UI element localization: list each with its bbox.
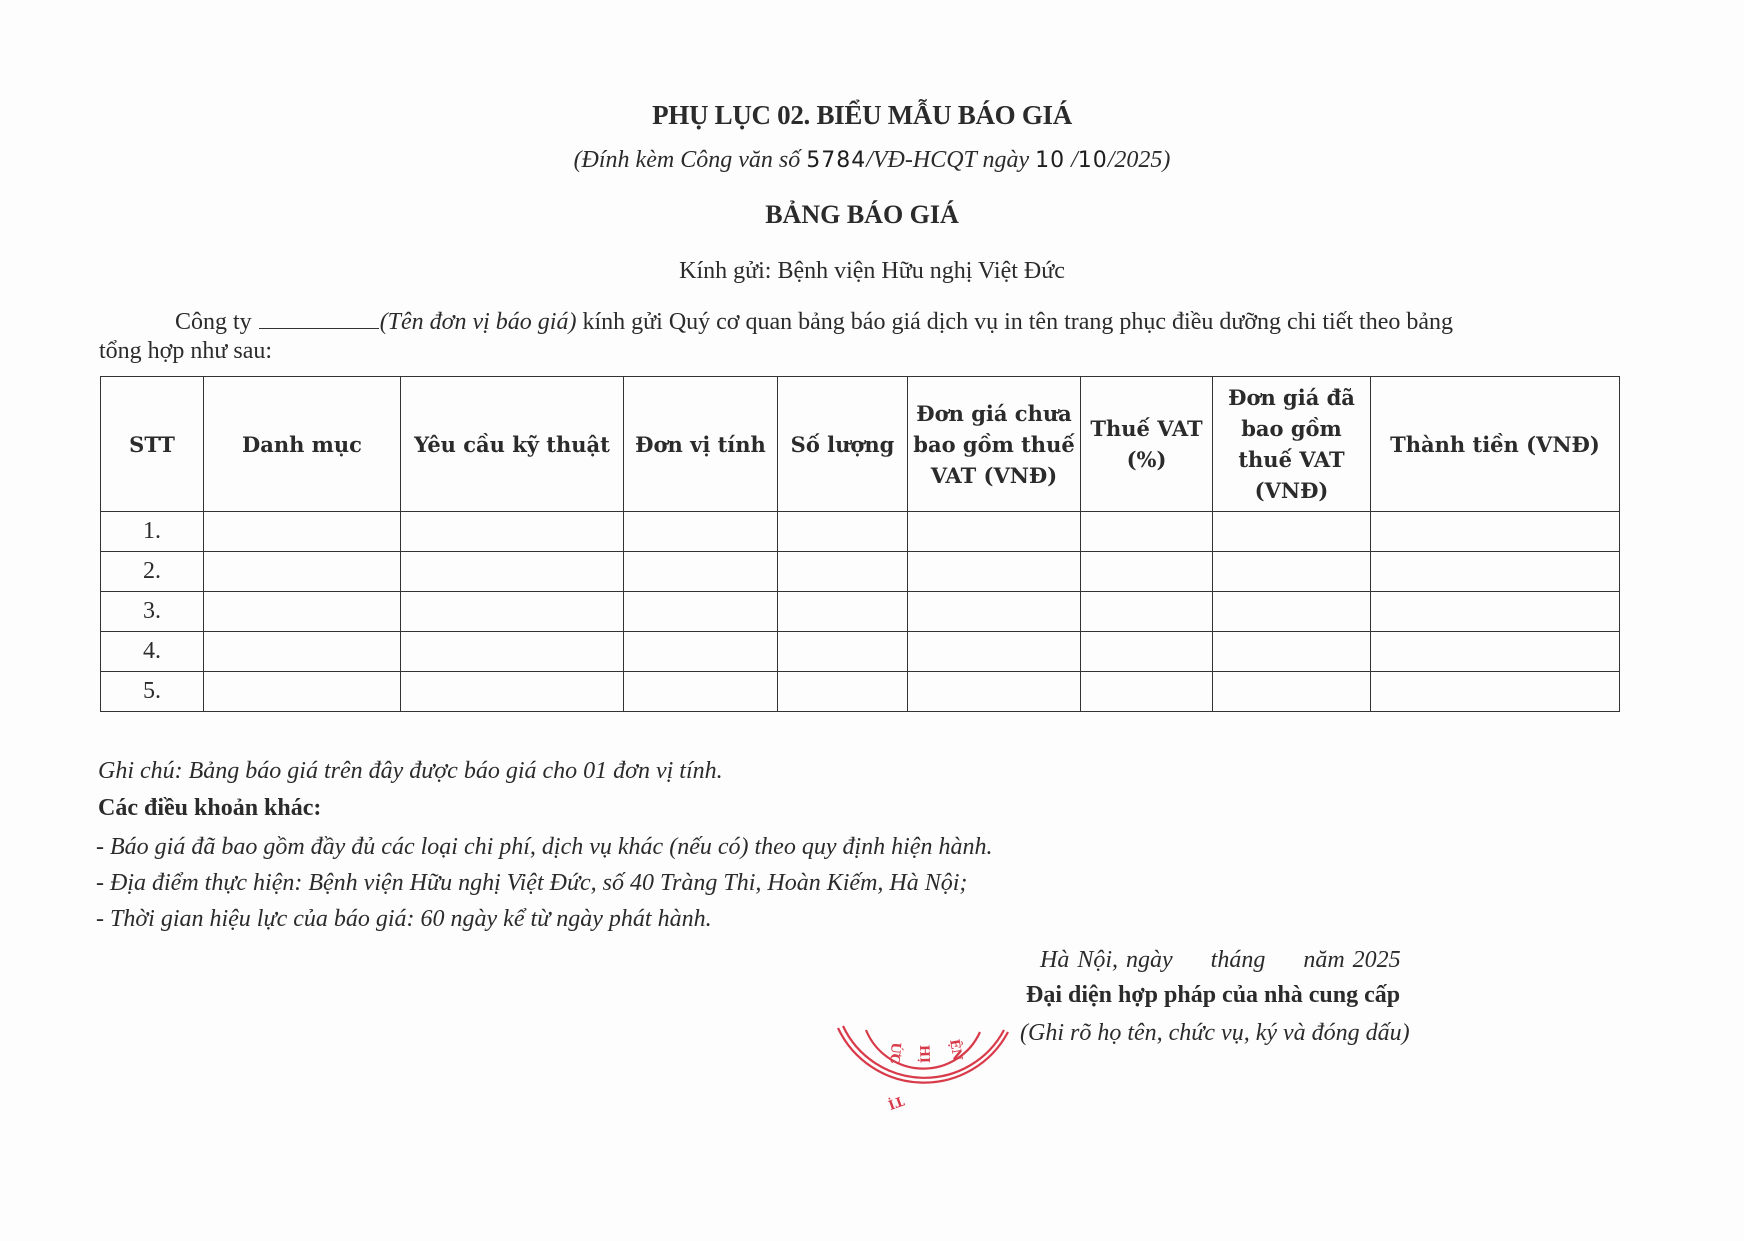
company-name-blank[interactable] — [259, 308, 379, 329]
cell-quantity[interactable] — [778, 592, 908, 632]
place-date-prefix: Hà Nội, ngày — [1040, 947, 1173, 973]
cell-quantity[interactable] — [778, 552, 908, 592]
year-suffix: /2025) — [1107, 147, 1171, 173]
table-row — [101, 632, 1620, 672]
intro-line-1 — [175, 308, 1453, 336]
attachment-prefix: (Đính kèm Công văn số — [573, 147, 807, 173]
cell-unit-price-incl-vat[interactable] — [1213, 592, 1371, 632]
cell-unit-price-excl-vat[interactable] — [908, 672, 1081, 712]
cell-category[interactable] — [204, 512, 401, 552]
cell-vat-rate[interactable] — [1081, 672, 1213, 712]
col-header-unit: Đơn vị tính — [624, 377, 778, 512]
cell-unit-price-excl-vat[interactable] — [908, 592, 1081, 632]
cell-vat-rate[interactable] — [1081, 512, 1213, 552]
col-header-total: Thành tiền (VNĐ) — [1371, 377, 1620, 512]
cell-unit[interactable] — [624, 632, 778, 672]
table-row — [101, 552, 1620, 592]
cell-total[interactable] — [1371, 672, 1620, 712]
cell-unit-price-incl-vat[interactable] — [1213, 512, 1371, 552]
col-header-unit-price-incl-vat: Đơn giá đã bao gồm thuế VAT (VNĐ) — [1213, 377, 1371, 512]
cell-total[interactable] — [1371, 512, 1620, 552]
cell-stt: 3. — [101, 592, 204, 632]
term-item: - Địa điểm thực hiện: Bệnh viện Hữu nghị Việt Đức, số 40 Tràng Thi, Hoàn Kiếm, Hà Nội; — [96, 870, 968, 896]
stamp-text-fragment: TỊ — [885, 1092, 906, 1112]
terms-title: Các điều khoản khác: — [98, 795, 322, 821]
cell-quantity[interactable] — [778, 512, 908, 552]
cell-unit-price-incl-vat[interactable] — [1213, 672, 1371, 712]
table-row — [101, 672, 1620, 712]
col-header-category: Danh mục — [204, 377, 401, 512]
cell-technical-requirements[interactable] — [401, 512, 624, 552]
table-title: BẢNG BÁO GIÁ — [765, 200, 959, 229]
cell-technical-requirements[interactable] — [401, 632, 624, 672]
document-title: PHỤ LỤC 02. BIỂU MẪU BÁO GIÁ — [652, 100, 1072, 130]
stamp-text-fragment: ỨC — [886, 1041, 903, 1065]
col-header-technical-requirements: Yêu cầu kỹ thuật — [401, 377, 624, 512]
quote-table — [100, 376, 1620, 712]
cell-unit-price-excl-vat[interactable] — [908, 552, 1081, 592]
handwritten-doc-number: 5784 — [806, 148, 867, 173]
stamp-text-fragment: ỆN — [946, 1038, 965, 1063]
cell-unit[interactable] — [624, 672, 778, 712]
cell-total[interactable] — [1371, 632, 1620, 672]
cell-category[interactable] — [204, 592, 401, 632]
cell-unit-price-excl-vat[interactable] — [908, 512, 1081, 552]
table-row — [101, 512, 1620, 552]
cell-vat-rate[interactable] — [1081, 592, 1213, 632]
cell-quantity[interactable] — [778, 672, 908, 712]
company-label: Công ty — [175, 309, 258, 335]
company-name-placeholder: (Tên đơn vị báo giá) — [379, 309, 577, 335]
cell-stt: 2. — [101, 552, 204, 592]
year-label: năm 2025 — [1303, 947, 1401, 973]
cell-unit-price-incl-vat[interactable] — [1213, 552, 1371, 592]
cell-unit[interactable] — [624, 592, 778, 632]
month-separator: / — [1065, 147, 1078, 173]
red-stamp-partial — [830, 1010, 1020, 1120]
cell-category[interactable] — [204, 672, 401, 712]
recipient-line: Kính gửi: Bệnh viện Hữu nghị Việt Đức — [679, 258, 1065, 284]
cell-quantity[interactable] — [778, 632, 908, 672]
cell-category[interactable] — [204, 632, 401, 672]
table-header-row — [101, 377, 1620, 512]
cell-vat-rate[interactable] — [1081, 632, 1213, 672]
cell-vat-rate[interactable] — [1081, 552, 1213, 592]
cell-stt: 1. — [101, 512, 204, 552]
cell-technical-requirements[interactable] — [401, 672, 624, 712]
term-item: - Báo giá đã bao gồm đầy đủ các loại chi phí, dịch vụ khác (nếu có) theo quy định hiện hành. — [96, 834, 993, 860]
handwritten-month: 10 — [1077, 148, 1108, 173]
signature-place-date — [1040, 947, 1401, 974]
cell-unit-price-incl-vat[interactable] — [1213, 632, 1371, 672]
stamp-text-fragment: HỊ — [916, 1044, 932, 1064]
month-label: tháng — [1210, 947, 1266, 973]
cell-unit[interactable] — [624, 552, 778, 592]
cell-technical-requirements[interactable] — [401, 552, 624, 592]
attachment-mid: /VĐ-HCQT ngày — [866, 147, 1036, 173]
cell-total[interactable] — [1371, 592, 1620, 632]
cell-stt: 5. — [101, 672, 204, 712]
col-header-vat-rate: Thuế VAT (%) — [1081, 377, 1213, 512]
signature-title: Đại diện hợp pháp của nhà cung cấp — [1026, 982, 1401, 1008]
attachment-reference — [0, 147, 1744, 174]
cell-total[interactable] — [1371, 552, 1620, 592]
intro-rest: kính gửi Quý cơ quan bảng báo giá dịch vụ in tên trang phục điều dưỡng chi tiết theo bảng — [576, 309, 1454, 335]
intro-line-2: tổng hợp như sau: — [99, 338, 273, 364]
col-header-stt: STT — [101, 377, 204, 512]
handwritten-day: 10 — [1035, 148, 1066, 173]
cell-unit-price-excl-vat[interactable] — [908, 632, 1081, 672]
cell-category[interactable] — [204, 552, 401, 592]
cell-unit[interactable] — [624, 512, 778, 552]
col-header-quantity: Số lượng — [778, 377, 908, 512]
table-row — [101, 592, 1620, 632]
cell-stt: 4. — [101, 632, 204, 672]
col-header-unit-price-excl-vat: Đơn giá chưa bao gồm thuế VAT (VNĐ) — [908, 377, 1081, 512]
signature-instruction: (Ghi rõ họ tên, chức vụ, ký và đóng dấu) — [1020, 1020, 1410, 1046]
cell-technical-requirements[interactable] — [401, 592, 624, 632]
note-text: Ghi chú: Bảng báo giá trên đây được báo giá cho 01 đơn vị tính. — [98, 758, 723, 784]
term-item: - Thời gian hiệu lực của báo giá: 60 ngày kể từ ngày phát hành. — [96, 906, 712, 932]
